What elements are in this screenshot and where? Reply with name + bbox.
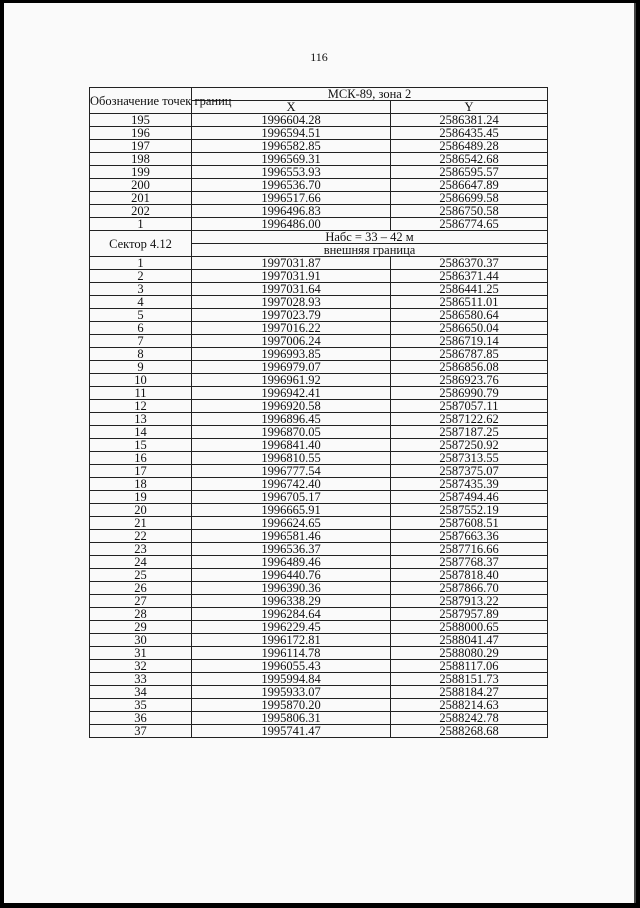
table-row [90, 621, 548, 634]
table-row [90, 413, 548, 426]
point-cell: 27 [90, 595, 192, 608]
point-cell: 10 [90, 374, 192, 387]
x-cell: 1996870.05 [192, 426, 391, 439]
y-cell: 2586856.08 [391, 361, 548, 374]
x-cell: 1996284.64 [192, 608, 391, 621]
x-cell: 1996055.43 [192, 660, 391, 673]
point-cell: 200 [90, 179, 192, 192]
x-cell: 1995741.47 [192, 725, 391, 738]
y-cell: 2587913.22 [391, 595, 548, 608]
x-cell: 1996665.91 [192, 504, 391, 517]
point-cell: 12 [90, 400, 192, 413]
x-cell: 1996486.00 [192, 218, 391, 231]
y-cell: 2587250.92 [391, 439, 548, 452]
y-cell: 2586990.79 [391, 387, 548, 400]
table-row [90, 556, 548, 569]
y-cell: 2588214.63 [391, 699, 548, 712]
x-cell: 1996810.55 [192, 452, 391, 465]
point-cell: 28 [90, 608, 192, 621]
x-cell: 1996489.46 [192, 556, 391, 569]
table-row [90, 348, 548, 361]
table-row [90, 725, 548, 738]
x-cell: 1996517.66 [192, 192, 391, 205]
table-row [90, 517, 548, 530]
y-cell: 2586371.44 [391, 270, 548, 283]
y-cell: 2586923.76 [391, 374, 548, 387]
document-page [4, 3, 636, 903]
point-cell: 21 [90, 517, 192, 530]
y-cell: 2587375.07 [391, 465, 548, 478]
x-cell: 1996896.45 [192, 413, 391, 426]
table-row [90, 699, 548, 712]
table-row [90, 270, 548, 283]
y-cell: 2587313.55 [391, 452, 548, 465]
table-row [90, 400, 548, 413]
table-row [90, 179, 548, 192]
table-row [90, 335, 548, 348]
x-cell: 1996961.92 [192, 374, 391, 387]
x-cell: 1996536.37 [192, 543, 391, 556]
point-cell: 16 [90, 452, 192, 465]
point-cell: 19 [90, 491, 192, 504]
point-cell: 15 [90, 439, 192, 452]
table-row [90, 647, 548, 660]
x-cell: 1996624.65 [192, 517, 391, 530]
x-cell: 1996114.78 [192, 647, 391, 660]
x-cell: 1996569.31 [192, 153, 391, 166]
table-row [90, 127, 548, 140]
y-cell: 2588184.27 [391, 686, 548, 699]
x-cell: 1996390.36 [192, 582, 391, 595]
point-cell: 24 [90, 556, 192, 569]
y-cell: 2586370.37 [391, 257, 548, 270]
y-cell: 2588000.65 [391, 621, 548, 634]
x-cell: 1996920.58 [192, 400, 391, 413]
point-cell: 196 [90, 127, 192, 140]
y-cell: 2586511.01 [391, 296, 548, 309]
table-row [90, 114, 548, 127]
table-row [90, 153, 548, 166]
y-cell: 2587663.36 [391, 530, 548, 543]
table-row [90, 296, 548, 309]
y-cell: 2587716.66 [391, 543, 548, 556]
point-cell: 33 [90, 673, 192, 686]
y-cell: 2586489.28 [391, 140, 548, 153]
y-cell: 2586774.65 [391, 218, 548, 231]
point-cell: 37 [90, 725, 192, 738]
y-cell: 2588080.29 [391, 647, 548, 660]
x-cell: 1997031.64 [192, 283, 391, 296]
point-cell: 195 [90, 114, 192, 127]
point-cell: 18 [90, 478, 192, 491]
table-row [90, 608, 548, 621]
y-cell: 2586647.89 [391, 179, 548, 192]
x-cell: 1996581.46 [192, 530, 391, 543]
y-cell: 2586580.64 [391, 309, 548, 322]
table-row [90, 452, 548, 465]
table-row [90, 218, 548, 231]
sector-height: Набс = 33 – 42 м [192, 231, 548, 244]
table-row [90, 387, 548, 400]
x-cell: 1997031.87 [192, 257, 391, 270]
point-cell: 29 [90, 621, 192, 634]
coordinate-system-header: МСК-89, зона 2 [192, 88, 548, 101]
sector-header-row [90, 231, 548, 244]
point-cell: 2 [90, 270, 192, 283]
y-cell: 2586787.85 [391, 348, 548, 361]
x-cell: 1997016.22 [192, 322, 391, 335]
table-row [90, 205, 548, 218]
point-cell: 25 [90, 569, 192, 582]
x-cell: 1995870.20 [192, 699, 391, 712]
table-row [90, 257, 548, 270]
point-cell: 30 [90, 634, 192, 647]
table-row [90, 439, 548, 452]
table-row [90, 582, 548, 595]
point-cell: 1 [90, 257, 192, 270]
x-cell: 1996440.76 [192, 569, 391, 582]
table-row [90, 595, 548, 608]
x-cell: 1996705.17 [192, 491, 391, 504]
x-cell: 1996604.28 [192, 114, 391, 127]
y-cell: 2588268.68 [391, 725, 548, 738]
table-row [90, 140, 548, 153]
x-cell: 1996841.40 [192, 439, 391, 452]
point-cell: 20 [90, 504, 192, 517]
table-row [90, 504, 548, 517]
point-cell: 199 [90, 166, 192, 179]
x-cell: 1996338.29 [192, 595, 391, 608]
point-cell: 26 [90, 582, 192, 595]
y-cell: 2587122.62 [391, 413, 548, 426]
x-cell: 1996594.51 [192, 127, 391, 140]
x-cell: 1995806.31 [192, 712, 391, 725]
y-cell: 2586650.04 [391, 322, 548, 335]
x-cell: 1996229.45 [192, 621, 391, 634]
table-row [90, 543, 548, 556]
x-cell: 1996582.85 [192, 140, 391, 153]
point-cell: 7 [90, 335, 192, 348]
y-cell: 2586719.14 [391, 335, 548, 348]
point-cell: 11 [90, 387, 192, 400]
y-cell: 2587818.40 [391, 569, 548, 582]
y-cell: 2587957.89 [391, 608, 548, 621]
table-row [90, 374, 548, 387]
table-row [90, 673, 548, 686]
y-cell: 2587435.39 [391, 478, 548, 491]
x-cell: 1996553.93 [192, 166, 391, 179]
point-cell: 35 [90, 699, 192, 712]
x-cell: 1996496.83 [192, 205, 391, 218]
table-row [90, 660, 548, 673]
y-cell: 2587552.19 [391, 504, 548, 517]
point-cell: 6 [90, 322, 192, 335]
table-row [90, 283, 548, 296]
table-row [90, 361, 548, 374]
y-cell: 2588151.73 [391, 673, 548, 686]
coordinates-table [89, 87, 548, 738]
table-row [90, 426, 548, 439]
point-cell: 8 [90, 348, 192, 361]
sector-name: Сектор 4.12 [90, 231, 192, 257]
header-row [90, 88, 548, 101]
y-cell: 2586699.58 [391, 192, 548, 205]
point-cell: 198 [90, 153, 192, 166]
y-cell: 2586441.25 [391, 283, 548, 296]
point-cell: 201 [90, 192, 192, 205]
y-cell: 2587057.11 [391, 400, 548, 413]
table-row [90, 166, 548, 179]
y-cell: 2587494.46 [391, 491, 548, 504]
table-row [90, 309, 548, 322]
y-cell: 2586381.24 [391, 114, 548, 127]
x-cell: 1997028.93 [192, 296, 391, 309]
point-cell: 32 [90, 660, 192, 673]
table-row [90, 686, 548, 699]
y-cell: 2586595.57 [391, 166, 548, 179]
table-row [90, 634, 548, 647]
page-number: 116 [310, 50, 328, 64]
y-cell: 2588117.06 [391, 660, 548, 673]
x-cell: 1996536.70 [192, 179, 391, 192]
table-row [90, 478, 548, 491]
y-cell: 2587768.37 [391, 556, 548, 569]
point-cell: 1 [90, 218, 192, 231]
x-cell: 1995933.07 [192, 686, 391, 699]
y-cell: 2588242.78 [391, 712, 548, 725]
y-cell: 2587187.25 [391, 426, 548, 439]
x-column-header: X [192, 101, 391, 114]
x-cell: 1996942.41 [192, 387, 391, 400]
table-row [90, 569, 548, 582]
x-cell: 1996979.07 [192, 361, 391, 374]
point-cell: 202 [90, 205, 192, 218]
point-cell: 22 [90, 530, 192, 543]
y-column-header: Y [391, 101, 548, 114]
x-cell: 1996777.54 [192, 465, 391, 478]
point-cell: 14 [90, 426, 192, 439]
x-cell: 1997031.91 [192, 270, 391, 283]
point-cell: 197 [90, 140, 192, 153]
table-row [90, 491, 548, 504]
table-row [90, 322, 548, 335]
point-cell: 5 [90, 309, 192, 322]
point-cell: 36 [90, 712, 192, 725]
point-cell: 31 [90, 647, 192, 660]
y-cell: 2587866.70 [391, 582, 548, 595]
y-cell: 2588041.47 [391, 634, 548, 647]
x-cell: 1996742.40 [192, 478, 391, 491]
x-cell: 1996172.81 [192, 634, 391, 647]
point-cell: 34 [90, 686, 192, 699]
x-cell: 1996993.85 [192, 348, 391, 361]
table-row [90, 712, 548, 725]
point-cell: 23 [90, 543, 192, 556]
point-cell: 17 [90, 465, 192, 478]
table-row [90, 465, 548, 478]
x-cell: 1997006.24 [192, 335, 391, 348]
y-cell: 2586750.58 [391, 205, 548, 218]
table-row [90, 192, 548, 205]
point-cell: 13 [90, 413, 192, 426]
point-cell: 3 [90, 283, 192, 296]
point-label-header: Обозначение точек границ [90, 88, 192, 114]
y-cell: 2587608.51 [391, 517, 548, 530]
y-cell: 2586542.68 [391, 153, 548, 166]
x-cell: 1995994.84 [192, 673, 391, 686]
table-row [90, 530, 548, 543]
y-cell: 2586435.45 [391, 127, 548, 140]
sector-boundary: внешняя граница [192, 244, 548, 257]
point-cell: 4 [90, 296, 192, 309]
x-cell: 1997023.79 [192, 309, 391, 322]
point-cell: 9 [90, 361, 192, 374]
